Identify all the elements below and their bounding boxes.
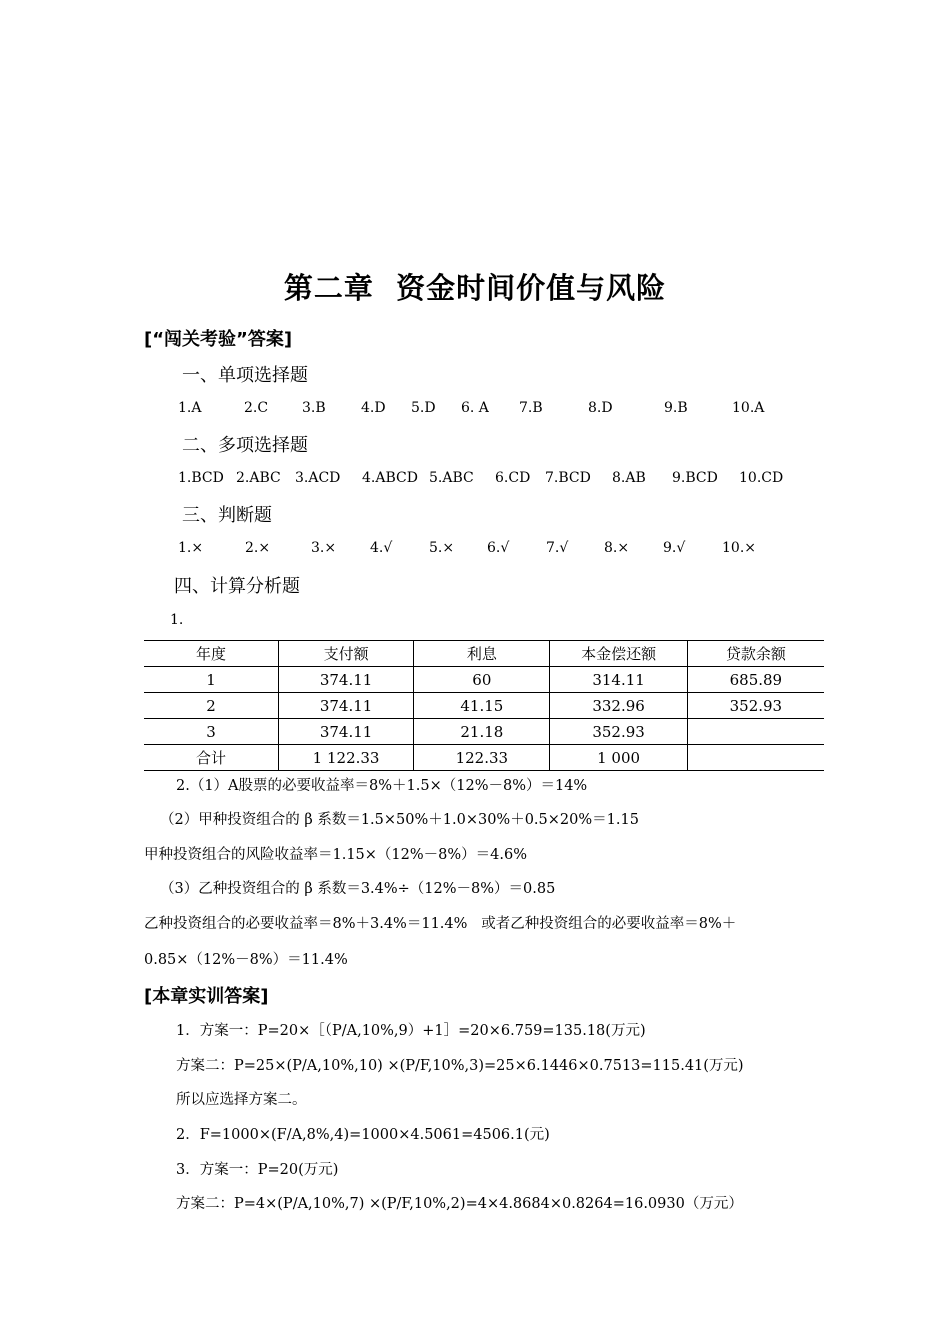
training-line: 3．方案一：P=20(万元) bbox=[176, 1162, 339, 1178]
table-cell: 2 bbox=[144, 693, 278, 719]
answer-item: 2.ABC bbox=[236, 470, 281, 486]
answer-item: 8.D bbox=[588, 400, 613, 416]
answer-item: 1.A bbox=[178, 400, 202, 416]
section-heading-quiz: [“闯关考验”答案] bbox=[144, 329, 293, 350]
table-cell: 1 bbox=[144, 667, 278, 693]
table-header-cell: 支付额 bbox=[278, 641, 413, 667]
table-cell bbox=[687, 745, 824, 771]
training-line: 方案二：P=4×(P/A,10%,7) ×(P/F,10%,2)=4×4.8684×0.8264=16.0930（万元） bbox=[176, 1196, 743, 1212]
table-row bbox=[144, 693, 824, 719]
answer-item: 5.× bbox=[429, 540, 455, 556]
calc-line: 乙种投资组合的必要收益率＝8%＋3.4%＝11.4% 或者乙种投资组合的必要收益率＝8%＋ bbox=[144, 916, 737, 932]
answer-item: 4.√ bbox=[370, 540, 393, 556]
table-cell: 352.93 bbox=[550, 719, 687, 745]
single-choice-heading: 一、单项选择题 bbox=[182, 365, 308, 386]
table-cell: 352.93 bbox=[687, 693, 824, 719]
answer-item: 7.BCD bbox=[545, 470, 591, 486]
answer-item: 3.× bbox=[311, 540, 337, 556]
answer-item: 7.B bbox=[519, 400, 543, 416]
answer-item: 9.BCD bbox=[672, 470, 718, 486]
answer-item: 6. A bbox=[461, 400, 489, 416]
answer-item: 6.CD bbox=[495, 470, 531, 486]
table-total-row bbox=[144, 745, 824, 771]
answer-item: 6.√ bbox=[487, 540, 510, 556]
table-cell: 3 bbox=[144, 719, 278, 745]
answer-item: 5.ABC bbox=[429, 470, 474, 486]
table-cell: 41.15 bbox=[414, 693, 550, 719]
table-cell bbox=[687, 719, 824, 745]
multi-choice-heading: 二、多项选择题 bbox=[182, 435, 308, 456]
answer-item: 5.D bbox=[411, 400, 436, 416]
calc-line: 0.85×（12%－8%）＝11.4% bbox=[144, 952, 348, 968]
calc-line: 2.（1）A股票的必要收益率＝8%＋1.5×（12%－8%）＝14% bbox=[176, 778, 588, 794]
answer-item: 9.√ bbox=[663, 540, 686, 556]
section-heading-training: [本章实训答案] bbox=[144, 986, 269, 1007]
table-cell: 374.11 bbox=[278, 667, 413, 693]
table-cell: 374.11 bbox=[278, 719, 413, 745]
table-cell: 314.11 bbox=[550, 667, 687, 693]
answer-item: 10.× bbox=[722, 540, 756, 556]
table-header-cell: 年度 bbox=[144, 641, 278, 667]
answer-item: 9.B bbox=[664, 400, 688, 416]
table-cell: 332.96 bbox=[550, 693, 687, 719]
answer-item: 8.AB bbox=[612, 470, 646, 486]
table-cell: 合计 bbox=[144, 745, 278, 771]
training-line: 1．方案一：P=20×［（P/A,10%,9）+1］=20×6.759=135.18(万元) bbox=[176, 1023, 646, 1039]
training-line: 2．F=1000×(F/A,8%,4)=1000×4.5061=4506.1(元) bbox=[176, 1127, 550, 1143]
answer-item: 1.BCD bbox=[178, 470, 224, 486]
table-cell: 122.33 bbox=[414, 745, 550, 771]
table-header-cell: 本金偿还额 bbox=[550, 641, 687, 667]
table-cell: 1 000 bbox=[550, 745, 687, 771]
answer-item: 7.√ bbox=[546, 540, 569, 556]
answer-item: 3.ACD bbox=[295, 470, 341, 486]
table-cell: 60 bbox=[414, 667, 550, 693]
answer-item: 2.C bbox=[244, 400, 269, 416]
loan-schedule-table bbox=[144, 640, 824, 771]
answer-item: 2.× bbox=[245, 540, 271, 556]
table-cell: 374.11 bbox=[278, 693, 413, 719]
table-header-row bbox=[144, 641, 824, 667]
answer-item: 4.ABCD bbox=[362, 470, 418, 486]
table-row bbox=[144, 719, 824, 745]
table-cell: 1 122.33 bbox=[278, 745, 413, 771]
training-line: 方案二：P=25×(P/A,10%,10) ×(P/F,10%,3)=25×6.1446×0.7513=115.41(万元) bbox=[176, 1058, 744, 1074]
training-line: 所以应选择方案二。 bbox=[176, 1092, 307, 1108]
calc-item-1-label: 1. bbox=[170, 612, 184, 628]
judge-heading: 三、判断题 bbox=[182, 505, 272, 526]
table-header-cell: 贷款余额 bbox=[687, 641, 824, 667]
answer-item: 1.× bbox=[178, 540, 204, 556]
answer-item: 3.B bbox=[302, 400, 326, 416]
answer-item: 10.CD bbox=[739, 470, 784, 486]
table-row bbox=[144, 667, 824, 693]
calc-line: （2）甲种投资组合的 β 系数＝1.5×50%＋1.0×30%＋0.5×20%＝1.15 bbox=[160, 812, 639, 828]
answer-item: 4.D bbox=[361, 400, 386, 416]
page-title: 第二章 资金时间价值与风险 bbox=[283, 271, 667, 305]
calc-heading: 四、计算分析题 bbox=[174, 576, 300, 597]
answer-item: 10.A bbox=[732, 400, 765, 416]
answer-item: 8.× bbox=[604, 540, 630, 556]
table-cell: 21.18 bbox=[414, 719, 550, 745]
calc-line: 甲种投资组合的风险收益率＝1.15×（12%－8%）＝4.6% bbox=[144, 847, 528, 863]
calc-line: （3）乙种投资组合的 β 系数＝3.4%÷（12%－8%）＝0.85 bbox=[160, 881, 556, 897]
table-header-cell: 利息 bbox=[414, 641, 550, 667]
table-cell: 685.89 bbox=[687, 667, 824, 693]
